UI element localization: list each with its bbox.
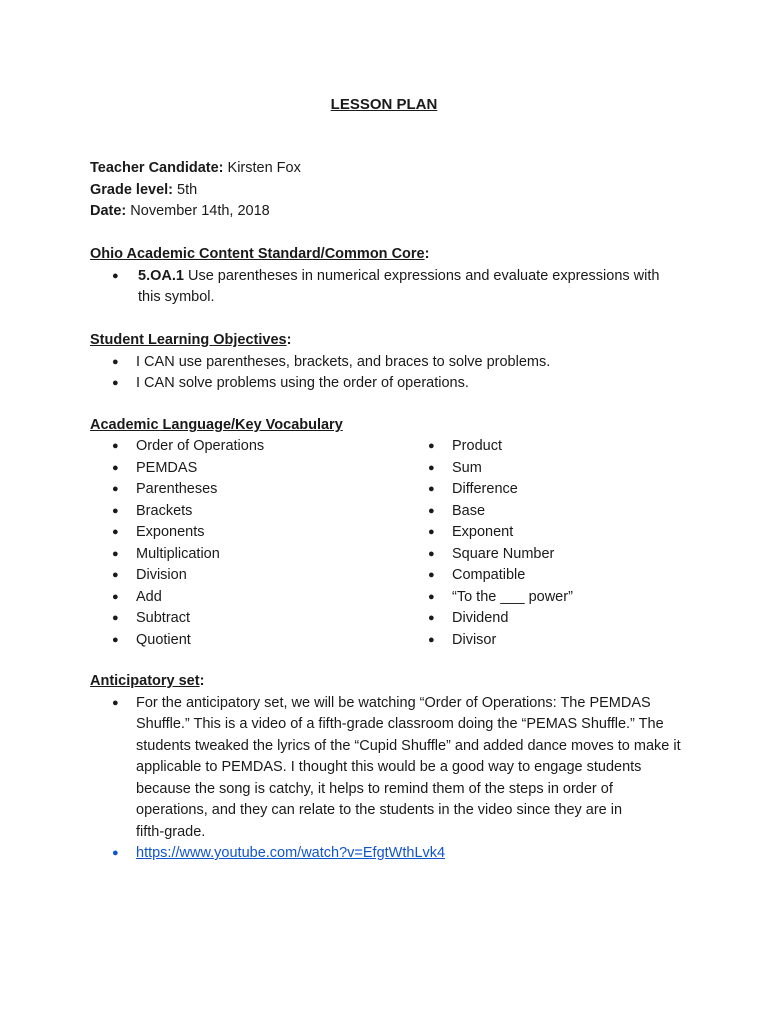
vocab-term: Dividend [452, 610, 509, 626]
bullet-icon: ● [428, 440, 435, 452]
paragraph-line: because the song is catchy, it helps to remind them of the steps in order of [136, 780, 613, 797]
list-item [90, 544, 390, 566]
vocab-term: Exponent [452, 524, 514, 540]
vocab-term: “To the ___ power” [452, 588, 573, 605]
vocab-term: Multiplication [136, 545, 220, 562]
vocabulary-right-list [406, 436, 706, 651]
bullet-icon: ● [428, 461, 435, 474]
list-item [90, 501, 390, 523]
vocab-term: Divisor [452, 631, 497, 648]
vocabulary-section [90, 415, 690, 437]
objective-text: I CAN solve problems using the order of operations. [136, 375, 469, 391]
bullet-icon: ● [112, 461, 119, 474]
list-item [406, 565, 706, 587]
bullet-icon: ● [112, 696, 119, 709]
vocab-term: Brackets [136, 502, 193, 519]
standard-code: 5.OA.1 [138, 267, 184, 284]
bullet-icon: ● [112, 590, 119, 603]
bullet-icon: ● [428, 547, 435, 560]
objectives-heading-line [90, 330, 690, 352]
bullet-icon: ● [112, 504, 119, 517]
paragraph-line: fifth-grade. [136, 823, 206, 840]
objectives-list [90, 352, 690, 395]
list-item [90, 843, 690, 865]
vocab-term: Difference [452, 481, 518, 497]
vocab-term: Exponents [136, 524, 205, 540]
list-item [90, 373, 690, 395]
paragraph-line: Shuffle.” This is a video of a fifth-grade classroom doing the “PEMAS Shuffle.” The [136, 716, 664, 732]
objectives-heading-colon: : [286, 332, 292, 348]
list-item [406, 587, 706, 609]
vocabulary-heading-line [90, 415, 690, 437]
list-item [90, 266, 690, 309]
bullet-icon: ● [112, 377, 119, 389]
standard-heading-colon: : [424, 246, 430, 262]
list-item [406, 608, 706, 630]
teacher-value: Kirsten Fox [223, 160, 301, 176]
list-item [406, 436, 706, 458]
bullet-icon: ● [428, 569, 435, 581]
list-item [90, 693, 690, 844]
video-link[interactable]: https://www.youtube.com/watch?v=EfgtWthLvk4 [136, 845, 446, 861]
bullet-icon: ● [112, 569, 119, 581]
vocab-term: Subtract [136, 610, 190, 626]
teacher-label: Teacher Candidate: [90, 160, 224, 176]
vocab-term: Product [452, 438, 502, 454]
bullet-icon: ● [112, 355, 119, 368]
bullet-icon: ● [112, 483, 119, 495]
anticipatory-list [90, 693, 690, 865]
objectives-heading: Student Learning Objectives [90, 332, 287, 348]
standard-list [90, 266, 690, 309]
bullet-icon: ● [428, 590, 435, 603]
vocab-term: Square Number [452, 545, 555, 562]
vocab-term: Compatible [452, 567, 526, 583]
list-item [406, 479, 706, 501]
vocab-term: Base [452, 502, 486, 519]
paragraph-line: students tweaked the lyrics of the “Cupid Shuffle” and added dance moves to make it [136, 737, 681, 754]
list-item [90, 479, 390, 501]
list-item [406, 630, 706, 652]
vocabulary-heading: Academic Language/Key Vocabulary [90, 417, 343, 433]
list-item [90, 522, 390, 544]
anticipatory-section [90, 671, 690, 865]
list-item [406, 522, 706, 544]
vocab-term: Order of Operations [136, 438, 265, 454]
paragraph-line: For the anticipatory set, we will be watching “Order of Operations: The PEMDAS [136, 694, 651, 711]
page-title: LESSON PLAN [330, 96, 438, 113]
grade-value: 5th [173, 181, 198, 198]
anticipatory-heading: Anticipatory set [90, 673, 200, 689]
list-item [406, 544, 706, 566]
objective-text: I CAN use parentheses, brackets, and braces to solve problems. [136, 353, 551, 370]
standard-section [90, 244, 690, 309]
bullet-icon: ● [428, 633, 435, 646]
vocab-term: PEMDAS [136, 459, 198, 476]
list-item [90, 608, 390, 630]
bullet-icon: ● [112, 633, 119, 646]
vocab-term: Quotient [136, 631, 191, 648]
grade-label: Grade level: [90, 181, 174, 198]
list-item [90, 458, 390, 480]
bullet-icon: ● [428, 483, 435, 495]
bullet-icon: ● [428, 612, 435, 624]
bullet-icon: ● [112, 547, 119, 560]
bullet-icon: ● [112, 847, 119, 859]
teacher-candidate-line [90, 158, 690, 180]
vocab-term: Parentheses [136, 481, 218, 497]
paragraph-line: applicable to PEMDAS. I thought this would be a good way to engage students [136, 759, 642, 775]
date-line [90, 201, 690, 223]
list-item [90, 436, 390, 458]
teacher-info [90, 158, 690, 223]
paragraph-line: operations, and they can relate to the students in the video since they are in [136, 802, 623, 818]
bullet-icon: ● [112, 440, 119, 452]
vocabulary-left-list [90, 436, 390, 651]
vocab-term: Division [136, 567, 187, 583]
list-item [90, 587, 390, 609]
date-label: Date: [90, 203, 127, 219]
standard-heading: Ohio Academic Content Standard/Common Core [90, 246, 425, 262]
anticipatory-heading-line [90, 671, 690, 693]
bullet-icon: ● [428, 526, 435, 538]
vocab-term: Add [136, 588, 162, 605]
standard-heading-line [90, 244, 690, 266]
bullet-icon: ● [112, 526, 119, 538]
list-item [90, 352, 690, 374]
list-item [90, 630, 390, 652]
list-item [406, 458, 706, 480]
standard-text: Use parentheses in numerical expressions and evaluate expressions with this symbol. [138, 267, 660, 305]
bullet-icon: ● [428, 504, 435, 517]
list-item [406, 501, 706, 523]
list-item [90, 565, 390, 587]
anticipatory-heading-colon: : [199, 673, 205, 689]
grade-level-line [90, 180, 690, 202]
objectives-section [90, 330, 690, 395]
date-value: November 14th, 2018 [126, 203, 270, 219]
vocab-term: Sum [452, 459, 482, 476]
bullet-icon: ● [112, 612, 119, 624]
bullet-icon: ● [112, 269, 119, 282]
